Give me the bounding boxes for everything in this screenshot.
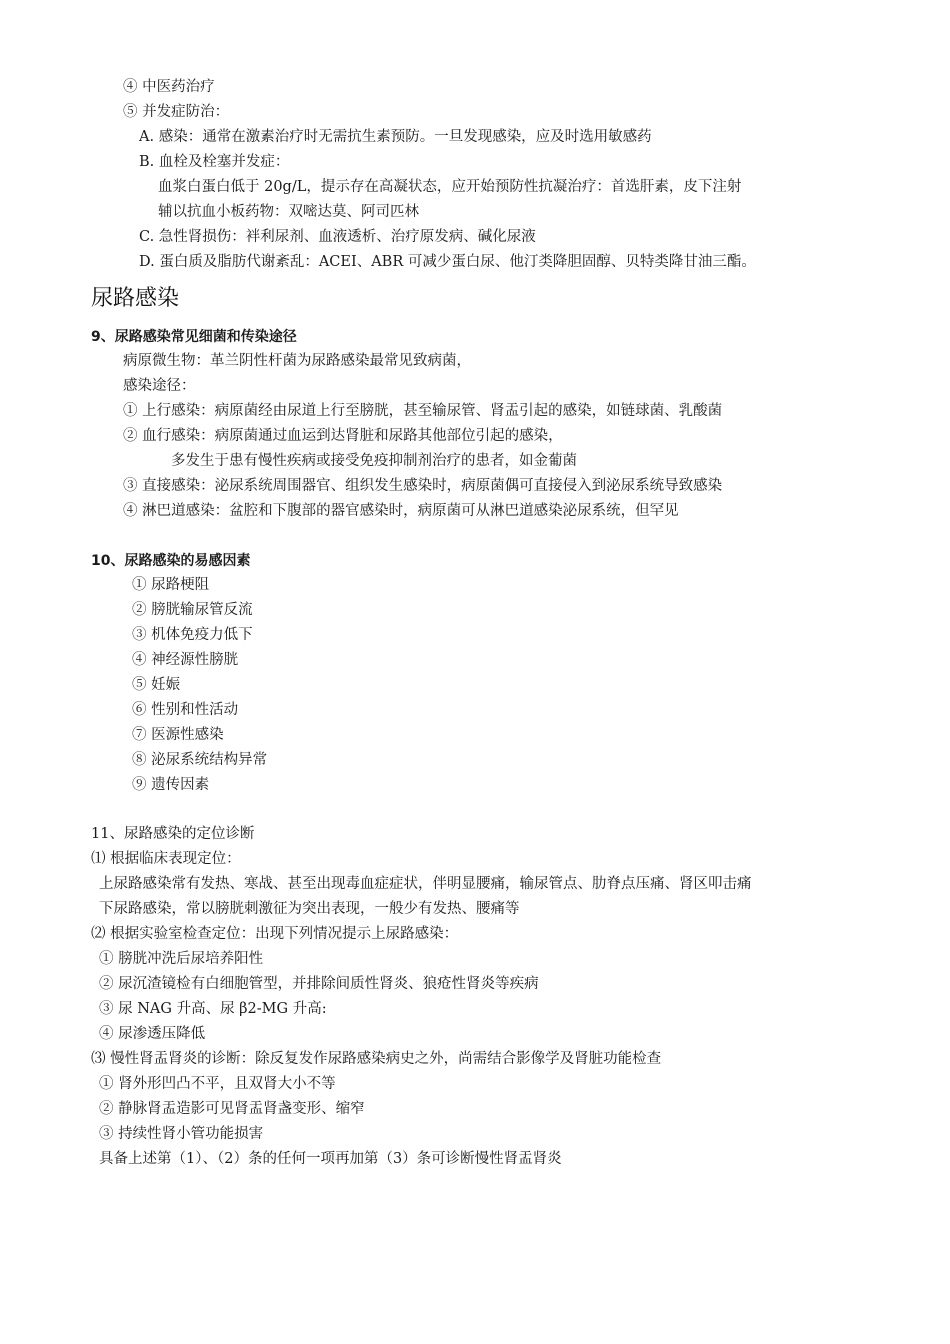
q9-pathogen: 病原微生物：革兰阴性杆菌为尿路感染最常见致病菌，	[123, 353, 471, 369]
q11-conclusion: 具备上述第（1）、（2）条的任何一项再加第（3）条可诊断慢性肾盂肾炎	[99, 1151, 562, 1167]
list-item: ⑦ 医源性感染	[132, 727, 224, 743]
treatment-item-4: ④ 中医药治疗	[123, 79, 215, 95]
complication-d: D. 蛋白质及脂肪代谢紊乱：ACEI、ABR 可减少蛋白尿、他汀类降胆固醇、贝特类降甘油三酯。	[139, 254, 756, 270]
q9-route-label: 感染途径：	[123, 378, 196, 394]
list-item: ⑧ 泌尿系统结构异常	[132, 752, 268, 768]
list-item: ⑤ 妊娠	[132, 677, 181, 693]
treatment-item-5: ⑤ 并发症防治：	[123, 104, 230, 120]
q11-part-1: ⑴ 根据临床表现定位：	[91, 851, 241, 867]
q11-part-3: ⑶ 慢性肾盂肾炎的诊断：除反复发作尿路感染病史之外，尚需结合影像学及肾脏功能检查	[91, 1051, 662, 1067]
q9-route-2: ② 血行感染：病原菌通过血运到达肾脏和尿路其他部位引起的感染，	[123, 428, 563, 444]
complication-a: A. 感染：通常在激素治疗时无需抗生素预防。一旦发现感染，应及时选用敏感药	[139, 129, 652, 145]
q11-part-1-upper: 上尿路感染常有发热、寒战、甚至出现毒血症症状，伴明显腰痛，输尿管点、肋脊点压痛、肾区叩击痛	[99, 876, 752, 892]
q11-heading: 11、尿路感染的定位诊断	[91, 826, 255, 842]
list-item: ⑥ 性别和性活动	[132, 702, 239, 718]
complication-b-text-1: 血浆白蛋白低于 20g/L，提示存在高凝状态，应开始预防性抗凝治疗：首选肝素，皮下注射	[158, 179, 742, 195]
list-item: ③ 机体免疫力低下	[132, 627, 253, 643]
list-item: ⑨ 遗传因素	[132, 777, 210, 793]
q9-route-1: ① 上行感染：病原菌经由尿道上行至膀胱，甚至输尿管、肾盂引起的感染，如链球菌、乳酸菌	[123, 403, 723, 419]
list-item: ③ 尿 NAG 升高、尿 β2-MG 升高:	[99, 1001, 327, 1017]
q9-route-3: ③ 直接感染：泌尿系统周围器官、组织发生感染时，病原菌偶可直接侵入到泌尿系统导致感染	[123, 478, 723, 494]
list-item: ① 尿路梗阻	[132, 577, 210, 593]
complication-c: C. 急性肾损伤：袢利尿剂、血液透析、治疗原发病、碱化尿液	[139, 229, 536, 245]
list-item: ② 尿沉渣镜检有白细胞管型，并排除间质性肾炎、狼疮性肾炎等疾病	[99, 976, 539, 992]
q9-route-4: ④ 淋巴道感染：盆腔和下腹部的器官感染时，病原菌可从淋巴道感染泌尿系统，但罕见	[123, 503, 679, 519]
q9-route-2-sub: 多发生于患有慢性疾病或接受免疫抑制剂治疗的患者，如金葡菌	[171, 453, 577, 469]
list-item: ④ 尿渗透压降低	[99, 1026, 206, 1042]
list-item: ④ 神经源性膀胱	[132, 652, 239, 668]
list-item: ① 肾外形凹凸不平，且双肾大小不等	[99, 1076, 336, 1092]
list-item: ③ 持续性肾小管功能损害	[99, 1126, 264, 1142]
complication-b-text-2: 辅以抗血小板药物：双嘧达莫、阿司匹林	[158, 204, 419, 220]
list-item: ① 膀胱冲洗后尿培养阳性	[99, 951, 264, 967]
q11-part-2: ⑵ 根据实验室检查定位：出现下列情况提示上尿路感染：	[91, 926, 459, 942]
complication-b: B. 血栓及栓塞并发症：	[139, 154, 290, 170]
q9-heading: 9、尿路感染常见细菌和传染途径	[91, 329, 297, 345]
list-item: ② 静脉肾盂造影可见肾盂肾盏变形、缩窄	[99, 1101, 365, 1117]
q10-heading: 10、尿路感染的易感因素	[91, 553, 251, 569]
section-title: 尿路感染	[91, 286, 180, 311]
q11-part-1-lower: 下尿路感染，常以膀胱刺激征为突出表现，一般少有发热、腰痛等	[99, 901, 520, 917]
list-item: ② 膀胱输尿管反流	[132, 602, 253, 618]
